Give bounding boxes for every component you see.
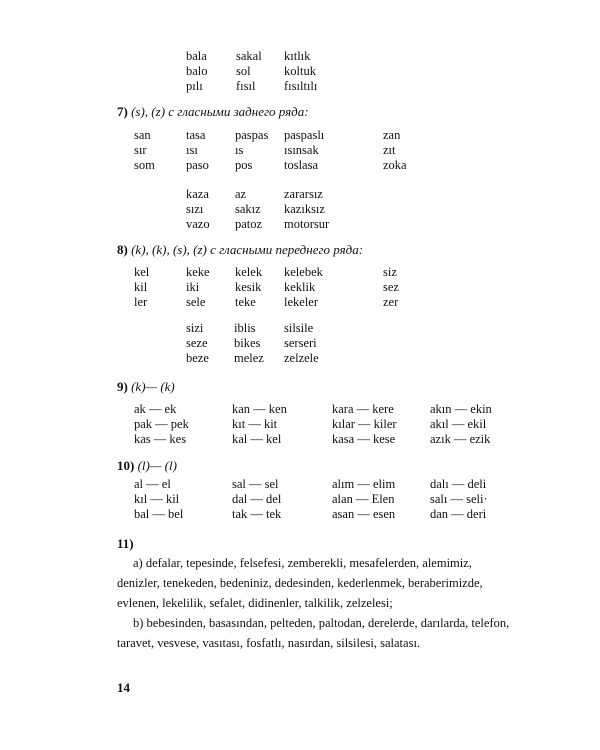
section-10-title: (l)— (l): [137, 458, 177, 473]
word-row: [134, 265, 463, 280]
section-10-number: 10): [117, 458, 135, 473]
word-cell: koltuk: [284, 64, 316, 78]
word-cell: lekeler: [284, 295, 319, 309]
word-row: [134, 492, 510, 507]
page-number: 14: [117, 680, 130, 695]
word-cell: pılı: [186, 79, 203, 93]
word-cell: silsile: [284, 321, 314, 335]
word-cell: kıl — kil: [134, 492, 180, 506]
word-cell: keklik: [284, 280, 316, 294]
word-cell: paspaslı: [284, 128, 325, 142]
word-cell: akıl — ekil: [430, 417, 487, 431]
word-row: [134, 402, 510, 417]
section-9-header: [117, 379, 175, 395]
word-row: [134, 128, 463, 143]
word-cell: alım — elim: [332, 477, 396, 491]
section-11-text-a: a) defalar, tepesinde, felsefesi, zemberekli, mesafelerden, alemimiz, denizler, tenekeden, bedeniniz, dedesinden, kederlenmek, beraberimizde, evlenen, lekelilik, sefalet, didinenler, talkilik, zelzelesi;: [117, 556, 483, 610]
word-cell: fısıl: [236, 79, 256, 93]
word-cell: zararsız: [284, 187, 323, 201]
word-cell: melez: [234, 351, 264, 365]
word-cell: zoka: [383, 158, 407, 172]
word-cell: som: [134, 158, 155, 172]
section-10-header: [117, 458, 177, 474]
word-cell: san: [134, 128, 151, 142]
word-cell: ıs: [235, 143, 244, 157]
section-9-number: 9): [117, 379, 128, 394]
word-cell: seze: [186, 336, 208, 350]
word-cell: serseri: [284, 336, 317, 350]
word-cell: zıt: [383, 143, 396, 157]
word-cell: bala: [186, 49, 207, 63]
word-cell: sizi: [186, 321, 204, 335]
word-row: [134, 158, 463, 173]
word-cell: kal — kel: [232, 432, 282, 446]
section-7-number: 7): [117, 104, 128, 119]
word-cell: balo: [186, 64, 208, 78]
section-8-title: (k), (k), (s), (z) с гласными переднего ряда:: [131, 242, 364, 257]
word-row: [186, 79, 364, 94]
section-11-paragraph-b: [117, 613, 512, 653]
word-cell: kara — kere: [332, 402, 394, 416]
word-cell: sal — sel: [232, 477, 279, 491]
word-row: [186, 217, 364, 232]
word-cell: kil: [134, 280, 148, 294]
section-7-header: [117, 104, 309, 120]
word-cell: dal — del: [232, 492, 282, 506]
word-row: [186, 187, 364, 202]
word-cell: kel: [134, 265, 150, 279]
section-8-words-a: [134, 265, 463, 310]
word-cell: pos: [235, 158, 253, 172]
word-cell: iblis: [234, 321, 256, 335]
word-cell: zer: [383, 295, 399, 309]
word-cell: sızı: [186, 202, 204, 216]
word-cell: sol: [236, 64, 251, 78]
section-7-words-a: [134, 128, 463, 173]
word-cell: motorsur: [284, 217, 330, 231]
word-cell: dan — deri: [430, 507, 487, 521]
word-cell: teke: [235, 295, 256, 309]
section-11-header: [117, 536, 134, 552]
word-row: [134, 417, 510, 432]
section-8-words-b: [186, 321, 364, 366]
word-cell: tak — tek: [232, 507, 282, 521]
word-cell: dalı — deli: [430, 477, 487, 491]
word-row: [186, 321, 364, 336]
word-row: [186, 49, 364, 64]
word-row: [134, 507, 510, 522]
word-cell: patoz: [235, 217, 263, 231]
word-cell: alan — Elen: [332, 492, 395, 506]
word-cell: ısınsak: [284, 143, 319, 157]
section-9-pairs: [134, 402, 510, 447]
section-7-words-b: [186, 187, 364, 232]
word-cell: sez: [383, 280, 399, 294]
section-10-pairs: [134, 477, 510, 522]
word-cell: kas — kes: [134, 432, 187, 446]
word-cell: kıt — kit: [232, 417, 278, 431]
word-cell: kesik: [235, 280, 262, 294]
section-11-paragraph-a: [117, 553, 512, 613]
word-cell: kasa — kese: [332, 432, 396, 446]
word-cell: ak — ek: [134, 402, 177, 416]
word-row: [186, 351, 364, 366]
word-cell: iki: [186, 280, 200, 294]
word-cell: kan — ken: [232, 402, 287, 416]
word-cell: zan: [383, 128, 401, 142]
word-row: [134, 477, 510, 492]
word-cell: keke: [186, 265, 210, 279]
word-cell: siz: [383, 265, 397, 279]
word-cell: sele: [186, 295, 206, 309]
word-cell: fısıltılı: [284, 79, 318, 93]
word-cell: paso: [186, 158, 209, 172]
word-block-top: [186, 49, 364, 94]
word-cell: akın — ekin: [430, 402, 492, 416]
word-cell: kelek: [235, 265, 263, 279]
word-cell: vazo: [186, 217, 210, 231]
word-cell: az: [235, 187, 247, 201]
word-row: [186, 64, 364, 79]
word-row: [134, 280, 463, 295]
word-cell: zelzele: [284, 351, 319, 365]
word-cell: bikes: [234, 336, 261, 350]
word-cell: sakız: [235, 202, 261, 216]
word-cell: toslasa: [284, 158, 319, 172]
section-8-header: [117, 242, 363, 258]
word-cell: ısı: [186, 143, 198, 157]
word-cell: kaza: [186, 187, 209, 201]
section-11-text-b: b) bebesinden, basasından, pelteden, paltodan, derelerde, darılarda, telefon, taravet, vesvese, vasıtası, fosfatlı, nasırdan, silsilesi, salatası.: [117, 616, 510, 650]
word-cell: sakal: [236, 49, 262, 63]
section-11-number: 11): [117, 536, 134, 551]
word-row: [186, 202, 364, 217]
word-cell: kelebek: [284, 265, 323, 279]
word-row: [134, 432, 510, 447]
word-cell: bal — bel: [134, 507, 184, 521]
word-cell: asan — esen: [332, 507, 396, 521]
word-row: [186, 336, 364, 351]
word-row: [134, 143, 463, 158]
word-cell: kıtlık: [284, 49, 311, 63]
word-cell: azık — ezik: [430, 432, 491, 446]
word-cell: kılar — kiler: [332, 417, 397, 431]
word-cell: pak — pek: [134, 417, 189, 431]
word-cell: sır: [134, 143, 147, 157]
word-cell: tasa: [186, 128, 206, 142]
word-row: [134, 295, 463, 310]
word-cell: kazıksız: [284, 202, 325, 216]
word-cell: paspas: [235, 128, 269, 142]
section-7-title: (s), (z) с гласными заднего ряда:: [131, 104, 309, 119]
word-cell: beze: [186, 351, 209, 365]
section-8-number: 8): [117, 242, 128, 257]
word-cell: salı — seli·: [430, 492, 488, 506]
word-cell: al — el: [134, 477, 171, 491]
section-9-title: (k)— (k): [131, 379, 175, 394]
word-cell: ler: [134, 295, 148, 309]
